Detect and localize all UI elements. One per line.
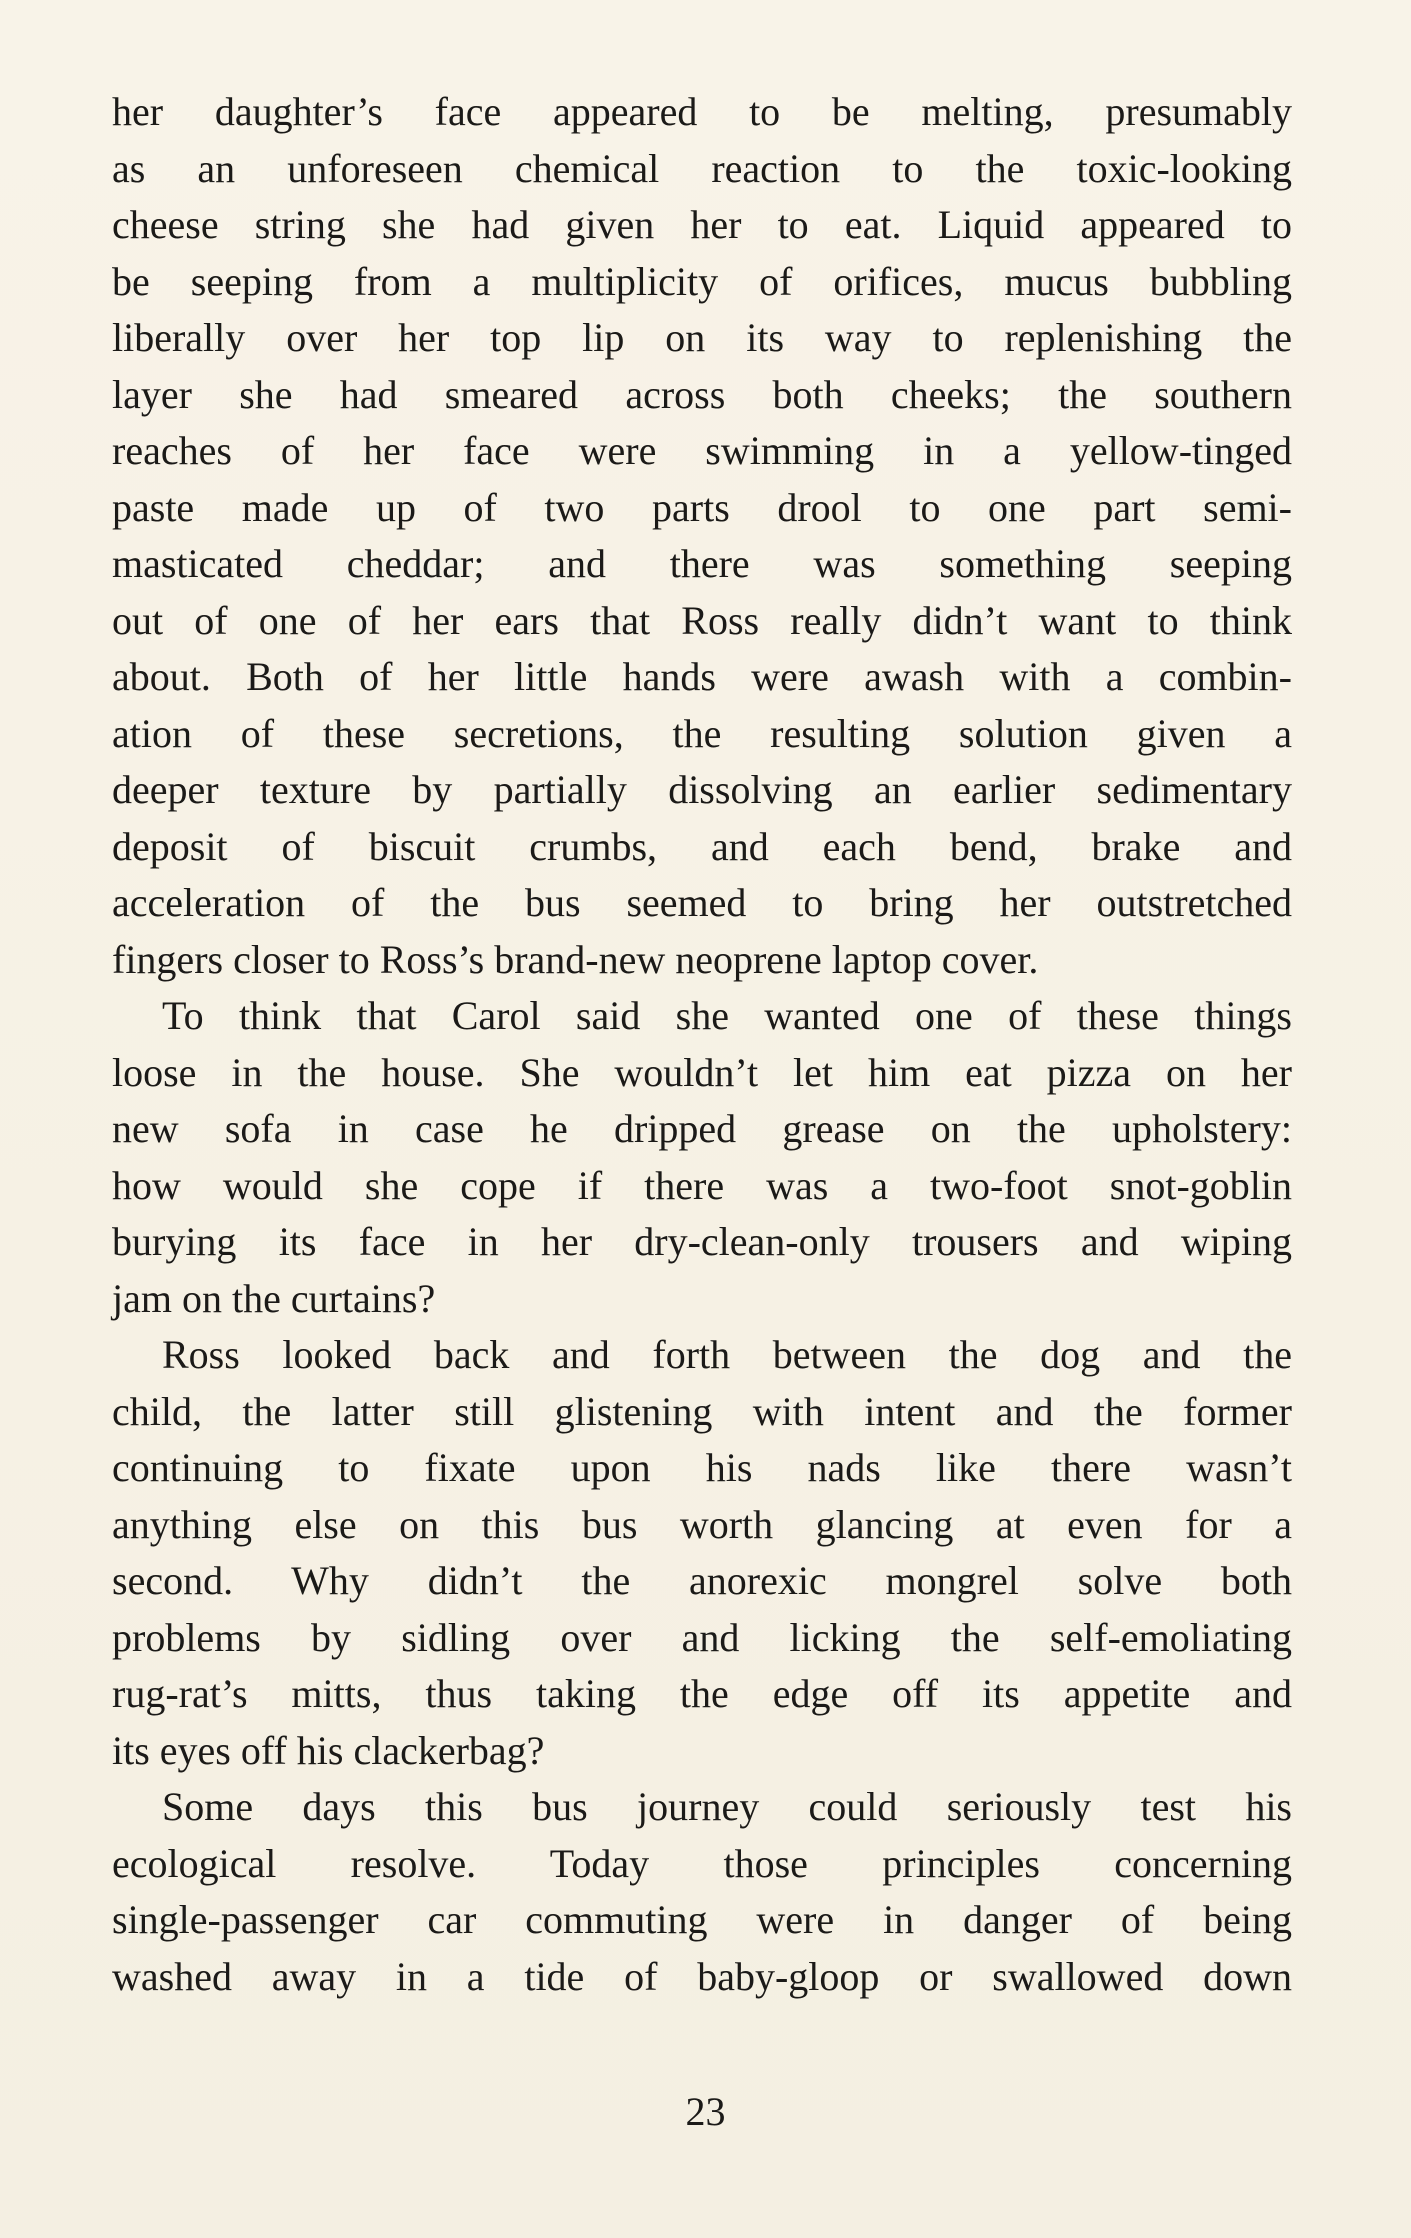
text-line: anything else on this bus worth glancing at even for a (112, 1501, 1292, 1547)
text-line: Some days this bus journey could seriously test his (162, 1784, 1292, 1829)
text-line: its eyes off his clackerbag? (112, 1727, 545, 1773)
text-line: cheese string she had given her to eat. Liquid appeared to (112, 202, 1292, 247)
paragraph (112, 1327, 1292, 1779)
text-line: be seeping from a multiplicity of orifices, mucus bubbling (112, 258, 1292, 304)
text-line: rug-rat’s mitts, thus taking the edge off its appetite and (112, 1671, 1292, 1716)
text-line: fingers closer to Ross’s brand-new neoprene laptop cover. (112, 936, 1039, 982)
text-line: problems by sidling over and licking the self-emoliating (112, 1614, 1292, 1660)
text-line: loose in the house. She wouldn’t let him eat pizza on her (112, 1049, 1292, 1095)
page-number: 23 (685, 2089, 726, 2134)
text-line: jam on the curtains? (112, 1275, 436, 1321)
text-line: To think that Carol said she wanted one of these things (162, 993, 1292, 1038)
text-line: liberally over her top lip on its way to replenishing the (112, 315, 1292, 360)
text-line: second. Why didn’t the anorexic mongrel solve both (112, 1558, 1292, 1603)
text-line: as an unforeseen chemical reaction to the toxic-looking (112, 145, 1292, 191)
text-line: her daughter’s face appeared to be melting, presumably (112, 89, 1292, 134)
paragraph (112, 1779, 1292, 2005)
text-line: ation of these secretions, the resulting solution given a (112, 710, 1292, 756)
text-line: out of one of her ears that Ross really didn’t want to think (112, 597, 1292, 643)
text-line: continuing to fixate upon his nads like there wasn’t (112, 1445, 1292, 1490)
text-line: deeper texture by partially dissolving an earlier sedimentary (112, 767, 1292, 812)
text-line: layer she had smeared across both cheeks; the southern (112, 371, 1292, 417)
text-line: Ross looked back and forth between the dog and the (162, 1332, 1292, 1377)
text-line: child, the latter still glistening with intent and the former (112, 1388, 1292, 1434)
text-line: single-passenger car commuting were in danger of being (112, 1897, 1292, 1942)
text-line: masticated cheddar; and there was something seeping (112, 541, 1292, 586)
paragraph (112, 988, 1292, 1327)
text-line: new sofa in case he dripped grease on the upholstery: (112, 1106, 1292, 1151)
paragraph (112, 84, 1292, 988)
text-line: ecological resolve. Today those principles concerning (112, 1840, 1292, 1886)
text-line: about. Both of her little hands were awash with a combin- (112, 654, 1292, 699)
text-line: washed away in a tide of baby-gloop or swallowed down (112, 1953, 1292, 1999)
text-line: reaches of her face were swimming in a yellow-tinged (112, 428, 1292, 473)
text-line: acceleration of the bus seemed to bring her outstretched (112, 880, 1292, 925)
text-line: how would she cope if there was a two-foot snot-goblin (112, 1162, 1292, 1208)
text-line: burying its face in her dry-clean-only trousers and wiping (112, 1219, 1292, 1264)
text-line: deposit of biscuit crumbs, and each bend, brake and (112, 823, 1292, 869)
body-text (112, 84, 1292, 2005)
text-line: paste made up of two parts drool to one part semi- (112, 484, 1292, 530)
